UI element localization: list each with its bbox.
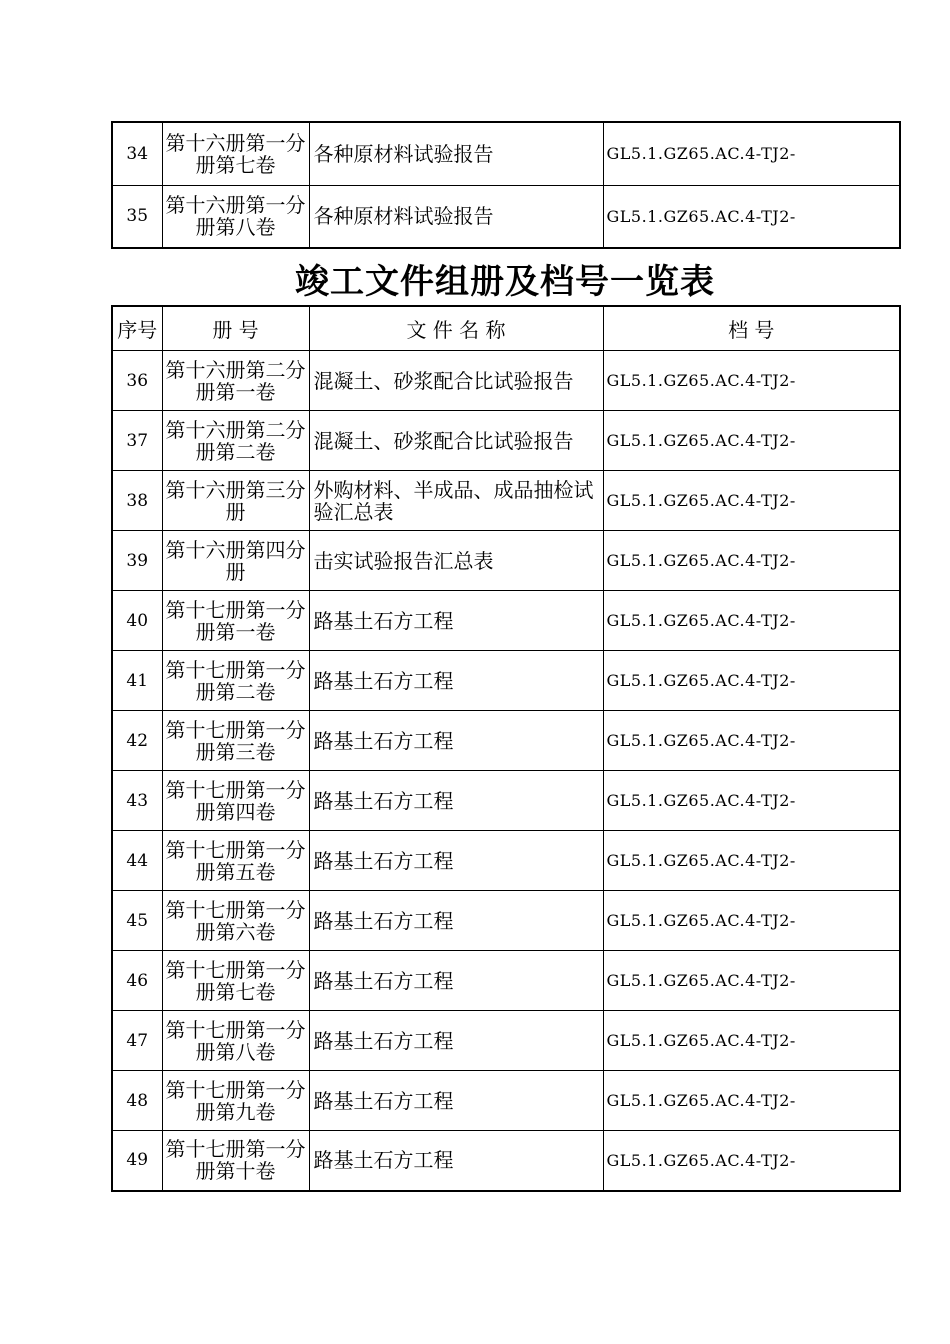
cell-name: 路基土石方工程 — [309, 651, 603, 711]
cell-name: 路基土石方工程 — [309, 1131, 603, 1191]
cell-name: 路基土石方工程 — [309, 1071, 603, 1131]
cell-code: GL5.1.GZ65.AC.4-TJ2- — [603, 122, 900, 185]
cell-code: GL5.1.GZ65.AC.4-TJ2- — [603, 411, 900, 471]
cell-seq: 46 — [112, 951, 162, 1011]
page-title: 竣工文件组册及档号一览表 — [295, 262, 715, 302]
cell-name: 路基土石方工程 — [309, 831, 603, 891]
cell-volume: 第十七册第一分册第三卷 — [162, 711, 309, 771]
cell-seq: 35 — [112, 185, 162, 248]
table-row — [112, 591, 900, 651]
cell-volume: 第十六册第四分册 — [162, 531, 309, 591]
table-row — [112, 471, 900, 531]
cell-seq: 49 — [112, 1131, 162, 1191]
table-row — [112, 891, 900, 951]
cell-volume: 第十七册第一分册第一卷 — [162, 591, 309, 651]
cell-volume: 第十六册第一分册第七卷 — [162, 122, 309, 185]
cell-name: 各种原材料试验报告 — [309, 122, 603, 185]
cell-name: 路基土石方工程 — [309, 891, 603, 951]
cell-name: 混凝土、砂浆配合比试验报告 — [309, 411, 603, 471]
header-code: 档 号 — [603, 306, 900, 351]
table-row — [112, 651, 900, 711]
table-row — [112, 411, 900, 471]
cell-code: GL5.1.GZ65.AC.4-TJ2- — [603, 185, 900, 248]
cell-seq: 34 — [112, 122, 162, 185]
archive-index-table — [111, 305, 901, 1192]
cell-name: 路基土石方工程 — [309, 771, 603, 831]
table-row — [112, 1011, 900, 1071]
cell-seq: 43 — [112, 771, 162, 831]
cell-name: 各种原材料试验报告 — [309, 185, 603, 248]
cell-name: 路基土石方工程 — [309, 951, 603, 1011]
cell-volume: 第十七册第一分册第五卷 — [162, 831, 309, 891]
table-row — [112, 951, 900, 1011]
cell-code: GL5.1.GZ65.AC.4-TJ2- — [603, 651, 900, 711]
cell-seq: 42 — [112, 711, 162, 771]
cell-volume: 第十七册第一分册第六卷 — [162, 891, 309, 951]
cell-seq: 44 — [112, 831, 162, 891]
table-header-row — [112, 306, 900, 351]
table-row — [112, 531, 900, 591]
cell-volume: 第十七册第一分册第八卷 — [162, 1011, 309, 1071]
cell-seq: 48 — [112, 1071, 162, 1131]
cell-volume: 第十七册第一分册第七卷 — [162, 951, 309, 1011]
cell-code: GL5.1.GZ65.AC.4-TJ2- — [603, 351, 900, 411]
cell-name: 击实试验报告汇总表 — [309, 531, 603, 591]
table-row — [112, 771, 900, 831]
cell-volume: 第十七册第一分册第四卷 — [162, 771, 309, 831]
table-row — [112, 185, 900, 248]
cell-code: GL5.1.GZ65.AC.4-TJ2- — [603, 711, 900, 771]
table-row — [112, 122, 900, 185]
cell-seq: 39 — [112, 531, 162, 591]
cell-seq: 40 — [112, 591, 162, 651]
cell-volume: 第十七册第一分册第二卷 — [162, 651, 309, 711]
cell-name: 路基土石方工程 — [309, 1011, 603, 1071]
cell-seq: 37 — [112, 411, 162, 471]
table-row — [112, 711, 900, 771]
header-name: 文 件 名 称 — [309, 306, 603, 351]
cell-code: GL5.1.GZ65.AC.4-TJ2- — [603, 531, 900, 591]
header-volume: 册 号 — [162, 306, 309, 351]
cell-name: 路基土石方工程 — [309, 711, 603, 771]
cell-code: GL5.1.GZ65.AC.4-TJ2- — [603, 591, 900, 651]
cell-volume: 第十七册第一分册第十卷 — [162, 1131, 309, 1191]
cell-code: GL5.1.GZ65.AC.4-TJ2- — [603, 1011, 900, 1071]
cell-seq: 41 — [112, 651, 162, 711]
cell-volume: 第十六册第三分册 — [162, 471, 309, 531]
cell-code: GL5.1.GZ65.AC.4-TJ2- — [603, 1131, 900, 1191]
cell-volume: 第十六册第一分册第八卷 — [162, 185, 309, 248]
table-row — [112, 1071, 900, 1131]
table-row — [112, 1131, 900, 1191]
cell-volume: 第十六册第二分册第二卷 — [162, 411, 309, 471]
cell-seq: 38 — [112, 471, 162, 531]
cell-volume: 第十七册第一分册第九卷 — [162, 1071, 309, 1131]
table-row — [112, 351, 900, 411]
cell-code: GL5.1.GZ65.AC.4-TJ2- — [603, 771, 900, 831]
cell-code: GL5.1.GZ65.AC.4-TJ2- — [603, 1071, 900, 1131]
cell-seq: 47 — [112, 1011, 162, 1071]
previous-page-table — [111, 121, 901, 249]
cell-code: GL5.1.GZ65.AC.4-TJ2- — [603, 891, 900, 951]
cell-seq: 36 — [112, 351, 162, 411]
cell-code: GL5.1.GZ65.AC.4-TJ2- — [603, 951, 900, 1011]
header-seq: 序号 — [112, 306, 162, 351]
table-row — [112, 831, 900, 891]
cell-volume: 第十六册第二分册第一卷 — [162, 351, 309, 411]
cell-name: 混凝土、砂浆配合比试验报告 — [309, 351, 603, 411]
cell-seq: 45 — [112, 891, 162, 951]
cell-code: GL5.1.GZ65.AC.4-TJ2- — [603, 831, 900, 891]
cell-name: 路基土石方工程 — [309, 591, 603, 651]
cell-code: GL5.1.GZ65.AC.4-TJ2- — [603, 471, 900, 531]
cell-name: 外购材料、半成品、成品抽检试验汇总表 — [309, 471, 603, 531]
